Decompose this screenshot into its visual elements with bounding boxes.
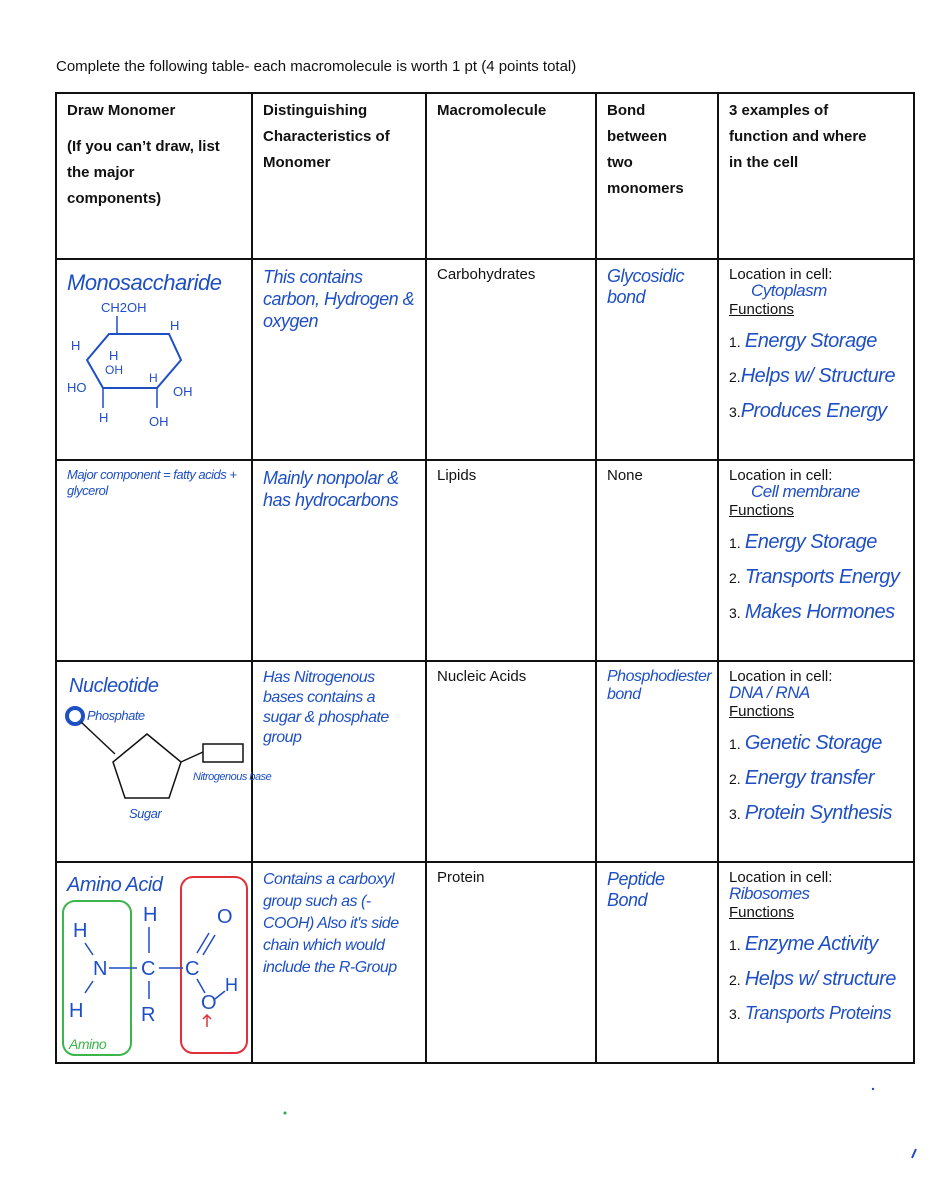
row-nucleic-acids — [56, 661, 914, 862]
function-item — [729, 400, 903, 423]
monomer-drawing-cell — [56, 661, 272, 862]
header-line: components) — [67, 190, 162, 207]
function-item — [729, 601, 903, 624]
monomer-drawing-cell — [56, 460, 252, 661]
label-h: H — [170, 318, 180, 333]
header-line: in the cell — [729, 154, 799, 171]
label-ch2oh: CH2OH — [101, 300, 147, 315]
function-number: 2. — [729, 771, 741, 787]
location-value: Ribosomes — [729, 884, 810, 903]
functions-label: Functions — [729, 904, 795, 921]
function-number: 2. — [729, 972, 741, 988]
macromolecule-text: Carbohydrates — [437, 266, 536, 283]
function-text: Energy transfer — [744, 767, 875, 789]
function-item — [729, 802, 903, 825]
location-label: Location in cell: — [729, 266, 833, 283]
header-line: Distinguishing — [263, 102, 368, 119]
monomer-drawing-cell — [56, 259, 252, 460]
bond-cell — [596, 862, 718, 1063]
function-text: Produces Energy — [740, 400, 887, 422]
header-line: the major — [67, 164, 135, 181]
characteristics-cell — [252, 460, 426, 661]
header-functions — [718, 93, 914, 259]
location-label: Location in cell: — [729, 869, 833, 886]
header-line: between — [607, 128, 668, 145]
atom-h: H — [225, 975, 238, 995]
atom-h: H — [69, 1000, 84, 1022]
function-item — [729, 566, 903, 589]
function-item — [729, 968, 903, 991]
atom-o: O — [201, 992, 217, 1014]
atom-c: C — [185, 958, 200, 980]
function-text: Protein Synthesis — [744, 802, 892, 824]
ink-speck — [282, 1110, 288, 1116]
location-label: Location in cell: — [729, 467, 833, 484]
function-number: 2. — [729, 369, 741, 385]
characteristics-cell — [252, 661, 426, 862]
location-value: Cytoplasm — [751, 281, 827, 300]
function-text: Transports Proteins — [744, 1003, 892, 1023]
header-line: Macromolecule — [437, 102, 547, 119]
row-lipids — [56, 460, 914, 661]
characteristics-text: This contains carbon, Hydrogen & oxygen — [263, 267, 415, 331]
label-nitrogenous-base: Nitrogenous base — [193, 771, 272, 783]
characteristics-text: Has Nitrogenous bases contains a sugar & phosphate group — [263, 669, 389, 746]
functions-label: Functions — [729, 502, 795, 519]
ink-speck — [870, 1086, 876, 1092]
bond-cell — [596, 460, 718, 661]
functions-label: Functions — [729, 703, 795, 720]
monomer-drawing-cell — [56, 862, 252, 1063]
monomer-title: Amino Acid — [67, 874, 163, 896]
macromolecule-table — [55, 92, 915, 1064]
header-line: Characteristics of — [263, 128, 390, 145]
atom-n: N — [93, 958, 108, 980]
macromolecule-text: Nucleic Acids — [437, 668, 527, 685]
macromolecule-cell — [426, 862, 596, 1063]
location-value: Cell membrane — [751, 482, 860, 501]
bond-cell — [596, 661, 718, 862]
header-row — [56, 93, 914, 259]
monomer-title: Nucleotide — [69, 675, 159, 697]
atom-c: C — [141, 958, 156, 980]
function-item — [729, 365, 903, 388]
label-h: H — [149, 371, 158, 385]
macromolecule-text: Lipids — [437, 467, 477, 484]
nucleotide-drawing — [57, 662, 272, 861]
atom-h: H — [143, 904, 158, 926]
label-ho: HO — [67, 380, 87, 395]
macromolecule-cell — [426, 460, 596, 661]
amino-acid-drawing — [57, 863, 251, 1062]
function-number: 3. — [729, 605, 741, 621]
header-line: (If you can’t draw, list — [67, 138, 220, 155]
header-macromolecule — [426, 93, 596, 259]
macromolecule-cell — [426, 259, 596, 460]
label-h: H — [99, 410, 109, 425]
label-oh: OH — [149, 414, 169, 429]
functions-cell — [718, 460, 914, 661]
function-text: Genetic Storage — [744, 732, 882, 754]
characteristics-text: Contains a carboxyl group such as (-COOH) Also it's side chain which would include the R-Group — [263, 871, 399, 976]
function-number: 1. — [729, 334, 741, 350]
row-protein — [56, 862, 914, 1063]
label-oh: OH — [173, 384, 193, 399]
header-line: Monomer — [263, 154, 331, 171]
functions-label: Functions — [729, 301, 795, 318]
function-text: Energy Storage — [744, 330, 877, 352]
function-text: Energy Storage — [744, 531, 877, 553]
atom-h: H — [73, 920, 88, 942]
bond-text: Phosphodiester bond — [607, 668, 712, 703]
function-item — [729, 732, 903, 755]
header-line: monomers — [607, 180, 684, 197]
header-line: function and where — [729, 128, 867, 145]
label-h: H — [71, 338, 81, 353]
header-characteristics — [252, 93, 426, 259]
functions-cell — [718, 259, 914, 460]
function-number: 1. — [729, 937, 741, 953]
function-number: 3. — [729, 1006, 741, 1022]
bond-text: Peptide Bond — [607, 869, 665, 910]
functions-cell — [718, 661, 914, 862]
function-item — [729, 767, 903, 790]
bond-text: None — [607, 467, 643, 484]
location-label: Location in cell: — [729, 668, 833, 685]
location-value: DNA / RNA — [729, 683, 810, 702]
function-text: Makes Hormones — [744, 601, 895, 623]
function-number: 3. — [729, 404, 741, 420]
characteristics-cell — [252, 259, 426, 460]
function-number: 2. — [729, 570, 741, 586]
atom-r: R — [141, 1004, 156, 1026]
function-item — [729, 531, 903, 554]
function-number: 1. — [729, 736, 741, 752]
function-item — [729, 933, 903, 956]
monomer-title: Monosaccharide — [67, 270, 222, 295]
bond-text: Glycosidic bond — [607, 266, 685, 307]
monomer-components-text: Major component = fatty acids + glycerol — [67, 467, 237, 498]
function-text: Enzyme Activity — [744, 933, 878, 955]
functions-cell — [718, 862, 914, 1063]
macromolecule-text: Protein — [437, 869, 485, 886]
label-phosphate: Phosphate — [87, 708, 145, 723]
function-item — [729, 330, 903, 353]
row-carbohydrates — [56, 259, 914, 460]
header-line: 3 examples of — [729, 102, 829, 119]
function-item — [729, 1003, 903, 1024]
label-sugar: Sugar — [129, 806, 162, 821]
function-text: Transports Energy — [744, 566, 900, 588]
atom-o: O — [217, 906, 233, 928]
header-line: Bond — [607, 102, 646, 119]
arrow-icon — [203, 1015, 211, 1027]
label-h: H — [109, 348, 119, 363]
bond-cell — [596, 259, 718, 460]
header-draw-monomer — [56, 93, 252, 259]
macromolecule-cell — [426, 661, 596, 862]
function-number: 3. — [729, 806, 741, 822]
function-text: Helps w/ Structure — [740, 365, 896, 387]
characteristics-cell — [252, 862, 426, 1063]
instructions: Complete the following table- each macromolecule is worth 1 pt (4 points total) — [56, 58, 577, 75]
header-bond — [596, 93, 718, 259]
monosaccharide-drawing — [57, 260, 251, 459]
header-line: two — [607, 154, 633, 171]
label-oh: OH — [105, 363, 123, 377]
characteristics-text: Mainly nonpolar & has hydrocarbons — [263, 468, 399, 510]
function-number: 1. — [729, 535, 741, 551]
label-amino: Amino — [69, 1036, 107, 1052]
function-text: Helps w/ structure — [744, 968, 896, 990]
ink-speck — [910, 1148, 918, 1160]
header-line: Draw Monomer — [67, 102, 176, 119]
